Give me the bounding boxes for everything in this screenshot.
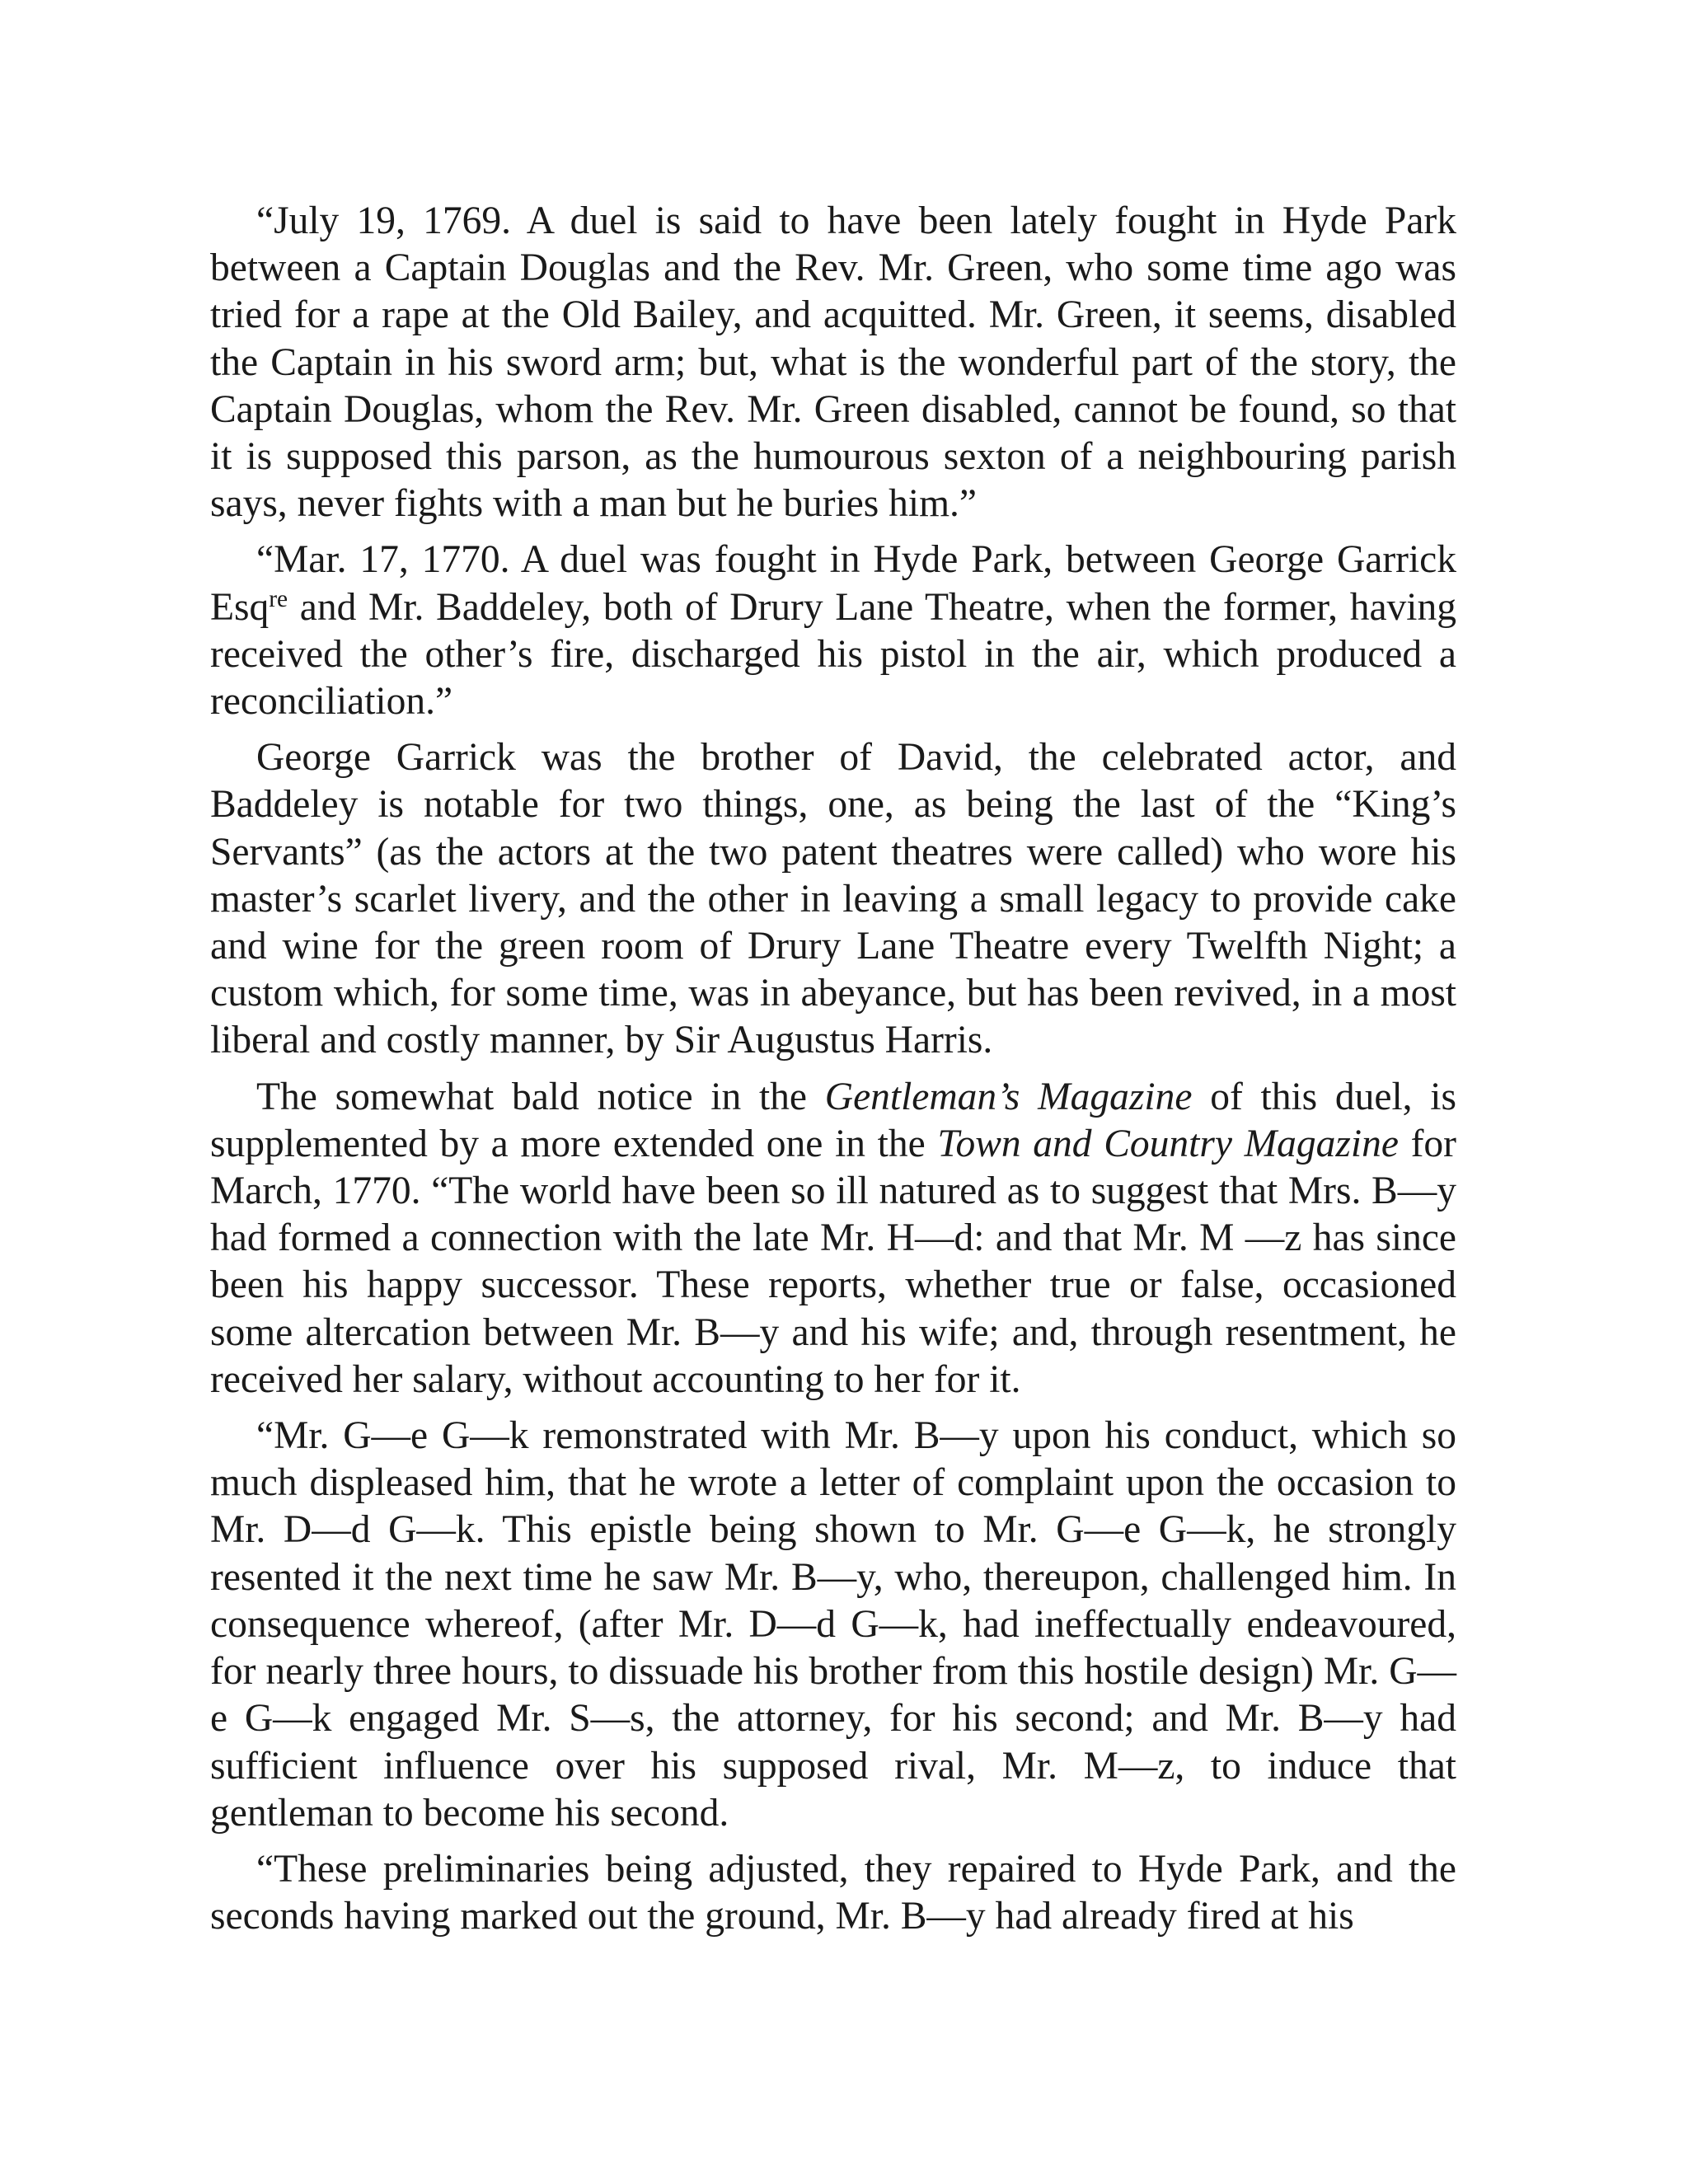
paragraph-6-text: “These preliminaries being adjusted, they repaired to Hyde Park, and the seconds having marked out the ground, Mr. B—y had already fired at his <box>210 1847 1456 1938</box>
paragraph-4-text-a: The somewhat bald notice in the <box>256 1075 825 1118</box>
paragraph-4 <box>210 1074 1456 1404</box>
title-town-and-country-magazine: Town and Country Magazine <box>937 1122 1399 1165</box>
paragraph-2-text-a: “Mar. 17, 1770. A duel was fought in Hyde Park, between George Garrick Esq <box>210 538 1456 629</box>
paragraph-5 <box>210 1413 1456 1837</box>
paragraph-1 <box>210 198 1456 527</box>
paragraph-3-text: George Garrick was the brother of David, the celebrated actor, and Baddeley is notable for two things, one, as being the last of the “King’s Servants” (as the actors at the two patent theatres were called) who wore his master’s scarlet livery, and the other in leaving a small legacy to provide cake and wine for the green room of Drury Lane Theatre every Twelfth Night; a custom which, for some time, was in abeyance, but has been revived, in a most liberal and costly manner, by Sir Augustus Harris. <box>210 736 1456 1062</box>
paragraph-1-text: “July 19, 1769. A duel is said to have been lately fought in Hyde Park between a Captain Douglas and the Rev. Mr. Green, who some time ago was tried for a rape at the Old Bailey, and acquitted. Mr. Green, it seems, disabled the Captain in his sword arm; but, what is the wonderful part of the story, the Captain Douglas, whom the Rev. Mr. Green disabled, cannot be found, so that it is supposed this parson, as the humourous sexton of a neighbouring parish says, never fights with a man but he buries him.” <box>210 199 1456 526</box>
paragraph-5-text: “Mr. G—e G—k remonstrated with Mr. B—y upon his conduct, which so much displeased him, that he wrote a letter of complaint upon the occasion to Mr. D—d G—k. This epistle being shown to Mr. G—e G—k, he strongly resented it the next time he saw Mr. B—y, who, thereupon, challenged him. In consequence whereof, (after Mr. D—d G—k, had ineffectually endeavoured, for nearly three hours, to dissuade his brother from this hostile design) Mr. G—e G—k engaged Mr. S—s, the attorney, for his second; and Mr. B—y had sufficient influence over his supposed rival, Mr. M—z, to induce that gentleman to become his second. <box>210 1414 1456 1835</box>
paragraph-4-text-c: for March, 1770. “The world have been so ill natured as to suggest that Mrs. B—y had formed a connection with the late Mr. H—d: and that Mr. M —z has since been his happy successor. These reports, whether true or false, occasioned some altercation between Mr. B—y and his wife; and, through resentment, he received her salary, without accounting to her for it. <box>210 1122 1456 1401</box>
paragraph-2 <box>210 537 1456 725</box>
superscript-re: re <box>269 585 288 612</box>
paragraph-2-text-b: and Mr. Baddeley, both of Drury Lane Theatre, when the former, having received the other’s fire, discharged his pistol in the air, which produced a reconciliation.” <box>210 585 1456 724</box>
paragraph-4-text-b: of this duel, is supplemented by a more extended one in the <box>210 1075 1456 1165</box>
title-gentlemans-magazine: Gentleman’s Magazine <box>824 1075 1193 1118</box>
paragraph-3 <box>210 734 1456 1064</box>
paragraph-6 <box>210 1846 1456 1940</box>
page-body <box>210 198 1456 1940</box>
